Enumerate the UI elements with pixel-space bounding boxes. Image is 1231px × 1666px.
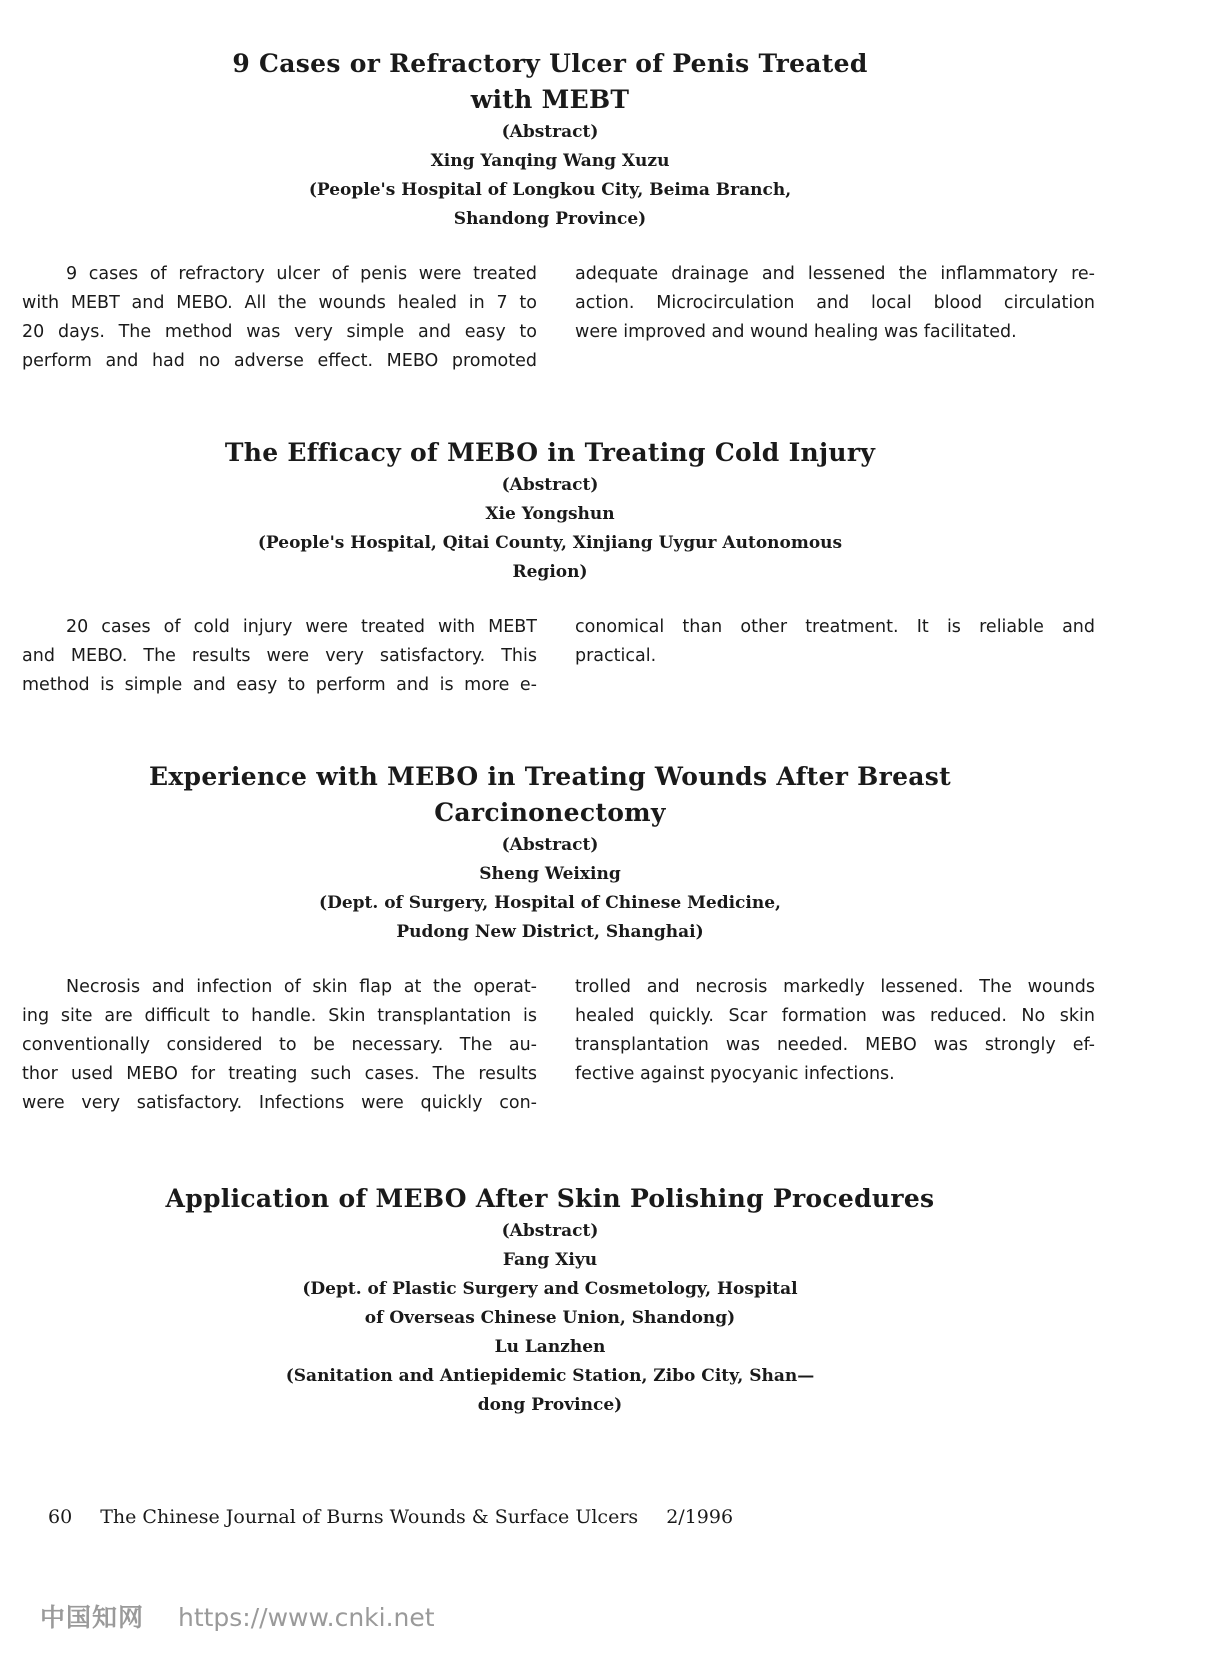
article-2-right-column bbox=[575, 613, 1095, 671]
body-line: Necrosis and infection of skin flap at the operat- bbox=[66, 977, 537, 997]
article-4-second-affiliation-line: (Sanitation and Antiepidemic Station, Zibo City, Shan— bbox=[285, 1366, 815, 1386]
article-1-left-column bbox=[22, 260, 537, 376]
body-line: with MEBT and MEBO. All the wounds healed in 7 to bbox=[22, 293, 537, 313]
journal-name: The Chinese Journal of Burns Wounds & Surface Ulcers bbox=[100, 1506, 639, 1528]
body-line: were very satisfactory. Infections were quickly con- bbox=[22, 1093, 537, 1113]
article-2-header bbox=[0, 435, 1100, 587]
article-2 bbox=[0, 435, 1231, 773]
article-3-title: Experience with MEBO in Treating Wounds After Breast Carcinonectomy bbox=[148, 762, 951, 827]
article-4-header bbox=[0, 1181, 1100, 1420]
article-4-affiliation-line: (Dept. of Plastic Surgery and Cosmetology, Hospital bbox=[302, 1279, 798, 1299]
body-line: were improved and wound healing was facilitated. bbox=[575, 322, 1017, 342]
article-3-body bbox=[0, 973, 1231, 1133]
body-line: action. Microcirculation and local blood circulation bbox=[575, 293, 1095, 313]
body-line: practical. bbox=[575, 646, 657, 666]
watermark-url: https://www.cnki.net bbox=[177, 1603, 435, 1632]
article-2-abstract-label: (Abstract) bbox=[501, 475, 599, 495]
article-2-title: The Efficacy of MEBO in Treating Cold Injury bbox=[224, 438, 876, 467]
article-2-author: Xie Yongshun bbox=[485, 504, 615, 524]
article-3-author: Sheng Weixing bbox=[479, 864, 621, 884]
watermark-site-name: 中国知网 bbox=[40, 1603, 145, 1632]
article-3 bbox=[0, 759, 1231, 1133]
body-line: conomical than other treatment. It is reliable and bbox=[575, 617, 1095, 637]
article-3-affiliation-line: (Dept. of Surgery, Hospital of Chinese Medicine, bbox=[319, 893, 781, 913]
body-line: healed quickly. Scar formation was reduced. No skin bbox=[575, 1006, 1095, 1026]
cnki-watermark bbox=[40, 1598, 435, 1634]
article-1 bbox=[0, 46, 1231, 420]
article-3-right-column bbox=[575, 973, 1095, 1089]
issue-number: 2/1996 bbox=[666, 1506, 734, 1528]
article-4-abstract-label: (Abstract) bbox=[501, 1221, 599, 1241]
article-2-left-column bbox=[22, 613, 537, 700]
article-3-affiliation-line: Pudong New District, Shanghai) bbox=[396, 922, 704, 942]
body-line: 20 cases of cold injury were treated with MEBT bbox=[66, 617, 537, 637]
body-line: perform and had no adverse effect. MEBO promoted bbox=[22, 351, 537, 371]
article-4-second-author: Lu Lanzhen bbox=[494, 1337, 606, 1357]
body-line: and MEBO. The results were very satisfactory. This bbox=[22, 646, 537, 666]
body-line: adequate drainage and lessened the inflammatory re- bbox=[575, 264, 1095, 284]
body-line: thor used MEBO for treating such cases. The results bbox=[22, 1064, 537, 1084]
article-1-affiliation-line: (People's Hospital of Longkou City, Beima Branch, bbox=[308, 180, 792, 200]
article-4 bbox=[0, 1181, 1231, 1420]
body-line: method is simple and easy to perform and is more e- bbox=[22, 675, 537, 695]
body-line: conventionally considered to be necessary. The au- bbox=[22, 1035, 537, 1055]
article-1-right-column bbox=[575, 260, 1095, 347]
article-4-second-affiliation-line: dong Province) bbox=[477, 1395, 623, 1415]
body-line: 9 cases of refractory ulcer of penis were treated bbox=[66, 264, 537, 284]
article-2-affiliation-line: (People's Hospital, Qitai County, Xinjiang Uygur Autonomous bbox=[257, 533, 843, 553]
article-2-affiliation-line: Region) bbox=[512, 562, 588, 582]
article-1-body bbox=[0, 260, 1231, 420]
article-3-abstract-label: (Abstract) bbox=[501, 835, 599, 855]
article-1-title: 9 Cases or Refractory Ulcer of Penis Treated with MEBT bbox=[232, 49, 868, 114]
article-3-left-column bbox=[22, 973, 537, 1118]
article-3-header bbox=[0, 759, 1100, 947]
body-line: fective against pyocyanic infections. bbox=[575, 1064, 895, 1084]
article-4-title: Application of MEBO After Skin Polishing Procedures bbox=[165, 1184, 935, 1213]
article-1-abstract-label: (Abstract) bbox=[501, 122, 599, 142]
article-4-author: Fang Xiyu bbox=[502, 1250, 598, 1270]
body-line: 20 days. The method was very simple and easy to bbox=[22, 322, 537, 342]
article-1-author: Xing Yanqing Wang Xuzu bbox=[430, 151, 670, 171]
page-footer bbox=[48, 1506, 755, 1528]
page-number: 60 bbox=[48, 1506, 73, 1528]
body-line: ing site are difficult to handle. Skin transplantation is bbox=[22, 1006, 537, 1026]
article-1-header bbox=[0, 46, 1100, 234]
article-2-body bbox=[0, 613, 1231, 773]
article-4-affiliation-line: of Overseas Chinese Union, Shandong) bbox=[364, 1308, 736, 1328]
body-line: transplantation was needed. MEBO was strongly ef- bbox=[575, 1035, 1095, 1055]
article-1-affiliation-line: Shandong Province) bbox=[453, 209, 647, 229]
body-line: trolled and necrosis markedly lessened. The wounds bbox=[575, 977, 1095, 997]
